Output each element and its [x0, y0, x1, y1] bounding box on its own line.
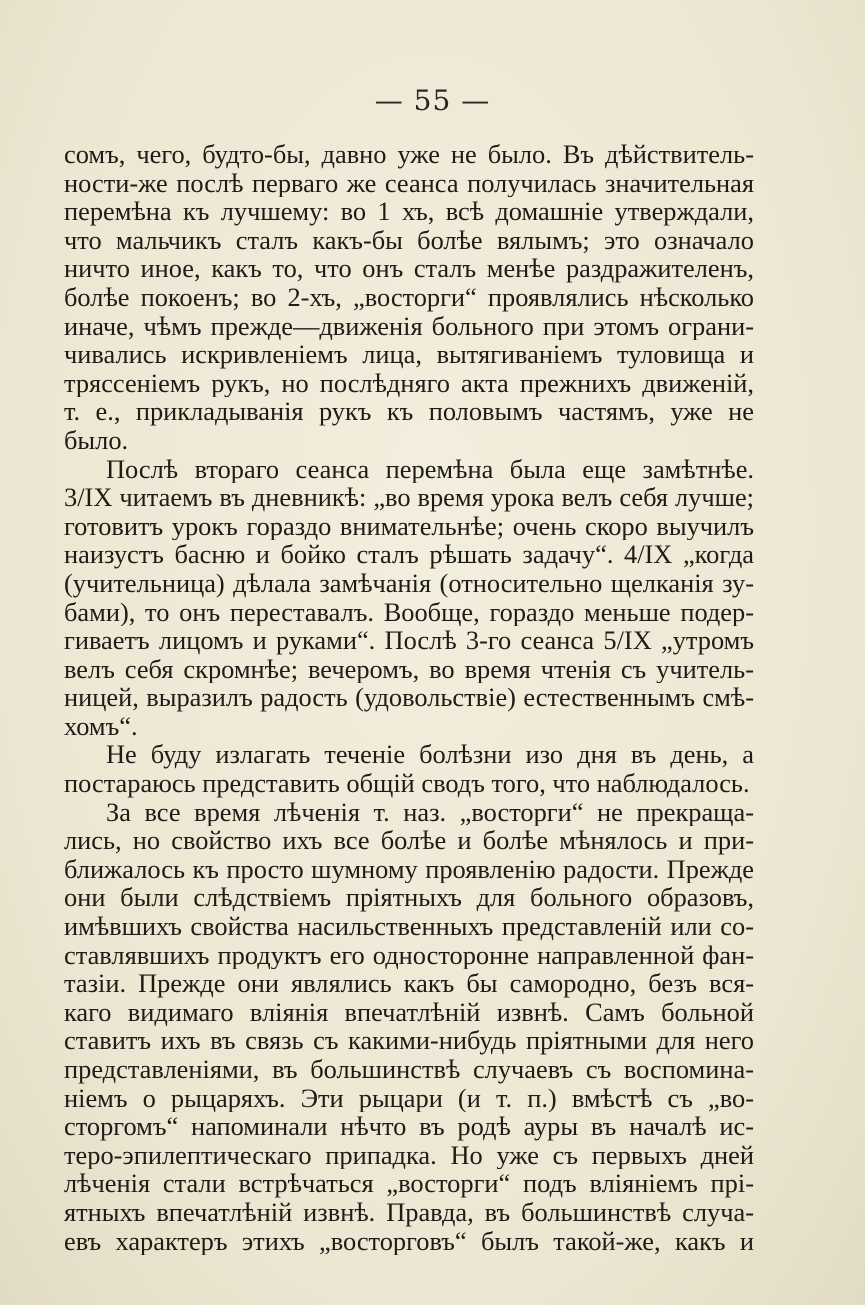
text-line: ности-же послѣ перваго же сеанса получилась значительная — [64, 168, 754, 198]
text-line: болѣе покоенъ; во 2-хъ, „восторги“ проявлялись нѣсколько — [64, 282, 754, 312]
text-line: каго видимаго вліянія впечатлѣній извнѣ. Самъ больной — [64, 997, 754, 1027]
text-line: ніемъ о рыцаряхъ. Эти рыцари (и т. п.) вмѣстѣ съ „во- — [64, 1083, 754, 1113]
text-line: хомъ“. — [64, 711, 138, 741]
text-line: сомъ, чего, будто-бы, давно уже не было. Въ дѣйствитель- — [64, 140, 754, 169]
text-line: лись, но свойство ихъ все болѣе и болѣе мѣнялось и при- — [64, 826, 754, 855]
text-line: т. е., прикладыванія рукъ къ половымъ частямъ, уже не — [64, 397, 754, 426]
text-line: гиваетъ лицомъ и руками“. Послѣ 3-го сеанса 5/IX „утромъ — [64, 626, 754, 655]
text-line: готовитъ урокъ гораздо внимательнѣе; очень скоро выучилъ — [64, 511, 754, 541]
text-line: постараюсь представить общій сводъ того, что наблюдалось. — [64, 769, 750, 798]
text-line: ближалось къ просто шумному проявленію радости. Прежде — [64, 854, 754, 884]
text-line: теро-эпилептическаго припадка. Но уже съ первыхъ дней — [64, 1140, 754, 1170]
text-line: Послѣ втораго сеанса перемѣна была еще замѣтнѣе. — [106, 454, 754, 484]
text-line: представленіями, въ большинствѣ случаевъ съ воспомина- — [64, 1055, 754, 1084]
text-line: ницей, выразилъ радость (удовольствіе) естественнымъ смѣ- — [64, 683, 754, 712]
text-line: За все время лѣченія т. наз. „восторги“ не прекраща- — [106, 797, 754, 827]
text-line: 3/IX читаемъ въ дневникѣ: „во время урока велъ себя лучше; — [64, 483, 754, 512]
text-line: Не буду излагать теченіе болѣзни изо дня въ день, а — [106, 740, 754, 770]
text-line: сторгомъ“ напоминали нѣчто въ родѣ ауры въ началѣ ис- — [64, 1112, 754, 1141]
text-line: ставлявшихъ продуктъ его односторонне направленной фан- — [64, 940, 754, 970]
text-line: тряссеніемъ рукъ, но послѣдняго акта прежнихъ движеній, — [64, 368, 754, 398]
text-line: что мальчикъ сталъ какъ-бы болѣе вялымъ; это означало — [64, 225, 754, 255]
body-text — [64, 140, 754, 1255]
text-line: иначе, чѣмъ прежде—движенія больного при этомъ ограни- — [64, 311, 754, 341]
text-line: лѣченія стали встрѣчаться „восторги“ подъ вліяніемъ прі- — [64, 1169, 754, 1198]
text-line: евъ характеръ этихъ „восторговъ“ былъ такой-же, какъ и — [64, 1226, 754, 1256]
text-line: ставитъ ихъ въ связь съ какими-нибудь пріятными для него — [64, 1026, 754, 1055]
text-line: чивались искривленіемъ лица, вытягиваніемъ туловища и — [64, 340, 754, 369]
text-line: ничто иное, какъ то, что онъ сталъ менѣе раздражителенъ, — [64, 254, 754, 283]
text-line: перемѣна къ лучшему: во 1 хъ, всѣ домашніе утверждали, — [64, 197, 754, 226]
page-number: — 55 — — [374, 84, 491, 117]
text-line: (учительница) дѣлала замѣчанія (относительно щелканія зу- — [64, 568, 754, 598]
text-line: они были слѣдствіемъ пріятныхъ для больного образовъ, — [64, 883, 754, 913]
text-line: велъ себя скромнѣе; вечеромъ, во время чтенія съ учитель- — [64, 654, 754, 684]
text-line: было. — [64, 425, 129, 455]
text-line: наизустъ басню и бойко сталъ рѣшать задачу“. 4/IX „когда — [64, 540, 754, 569]
text-line: имѣвшихъ свойства насильственныхъ представленій или со- — [64, 912, 754, 941]
text-line: ятныхъ впечатлѣній извнѣ. Правда, въ большинствѣ случа- — [64, 1197, 754, 1227]
text-line: бами), то онъ переставалъ. Вообще, гораздо меньше подер- — [64, 597, 754, 627]
text-line: тазіи. Прежде они являлись какъ бы самородно, безъ вся- — [64, 969, 754, 998]
